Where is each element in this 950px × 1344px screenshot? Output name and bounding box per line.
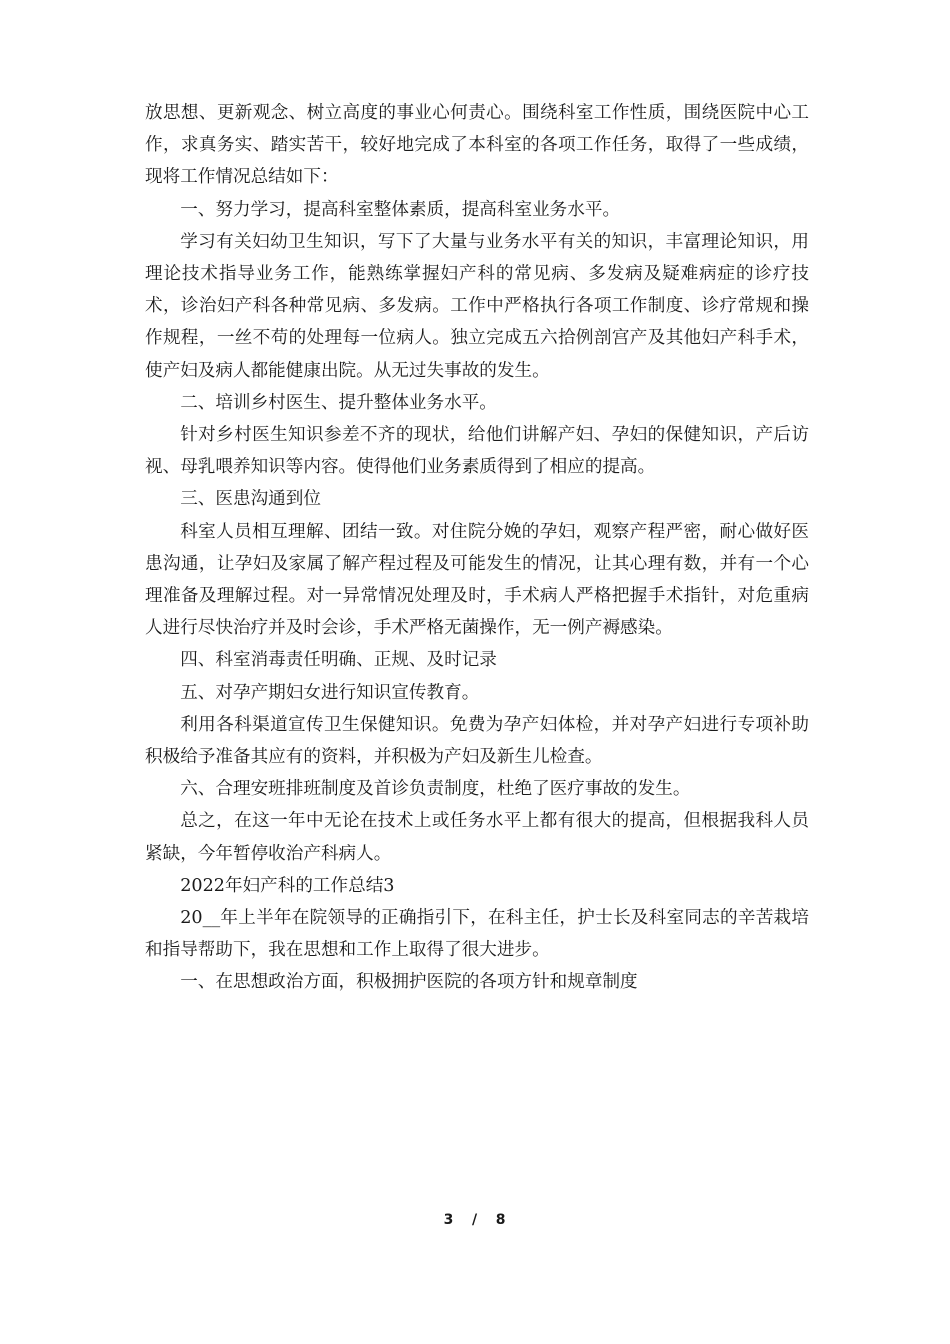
- section-heading-1: 一、努力学习，提高科室整体素质，提高科室业务水平。: [180, 199, 621, 220]
- section-heading-2: 二、培训乡村医生、提升整体业务水平。: [180, 392, 497, 413]
- paragraph-summary: 总之，在这一年中无论在技术上或任务水平上都有很大的提高，但根据我科人员紧缺，今年暂停收治产科病人。: [145, 811, 809, 864]
- section-heading-3-1: 一、在思想政治方面，积极拥护医院的各项方针和规章制度: [180, 972, 638, 993]
- page-current: 3: [443, 1212, 455, 1228]
- section-heading-5: 五、对孕产期妇女进行知识宣传教育。: [180, 682, 480, 703]
- section-heading-6: 六、合理安班排班制度及首诊负责制度，杜绝了医疗事故的发生。: [180, 779, 691, 800]
- paragraph-continuation: 放思想、更新观念、树立高度的事业心何责心。围绕科室工作性质，围绕医院中心工作，求真务实、踏实苦干，较好地完成了本科室的各项工作任务，取得了一些成绩，现将工作情况总结如下：: [145, 103, 809, 188]
- paragraph-1: 学习有关妇幼卫生知识，写下了大量与业务水平有关的知识，丰富理论知识，用理论技术指导业务工作，能熟练掌握妇产科的常见病、多发病及疑难病症的诊疗技术，诊治妇产科各种常见病、多发病。工作中严格执行各项工作制度、诊疗常规和操作规程，一丝不苟的处理每一位病人。独立完成五六拾例剖宫产及其他妇产科手术，使产妇及病人都能健康出院。从无过失事故的发生。: [145, 231, 809, 381]
- page-total: 8: [495, 1212, 507, 1228]
- section-heading-4: 四、科室消毒责任明确、正规、及时记录: [180, 650, 497, 671]
- document-subtitle: 2022年妇产科的工作总结3: [180, 875, 395, 896]
- section-heading-3: 三、医患沟通到位: [180, 489, 321, 510]
- paragraph-intro-3: 20__年上半年在院领导的正确指引下，在科主任，护士长及科室同志的辛苦栽培和指导帮助下，我在思想和工作上取得了很大进步。: [145, 908, 809, 961]
- page-separator: /: [471, 1212, 479, 1228]
- document-body: [145, 97, 809, 999]
- page-number: [0, 1212, 950, 1228]
- paragraph-2: 针对乡村医生知识参差不齐的现状，给他们讲解产妇、孕妇的保健知识，产后访视、母乳喂养知识等内容。使得他们业务素质得到了相应的提高。: [145, 425, 809, 478]
- paragraph-3: 科室人员相互理解、团结一致。对住院分娩的孕妇，观察产程严密，耐心做好医患沟通，让孕妇及家属了解产程过程及可能发生的情况，让其心理有数，并有一个心理准备及理解过程。对一异常情况处理及时，手术病人严格把握手术指针，对危重病人进行尽快治疗并及时会诊，手术严格无菌操作，无一例产褥感染。: [145, 521, 809, 639]
- paragraph-5: 利用各科渠道宣传卫生保健知识。免费为孕产妇体检，并对孕产妇进行专项补助积极给予准备其应有的资料，并积极为产妇及新生儿检查。: [145, 714, 809, 768]
